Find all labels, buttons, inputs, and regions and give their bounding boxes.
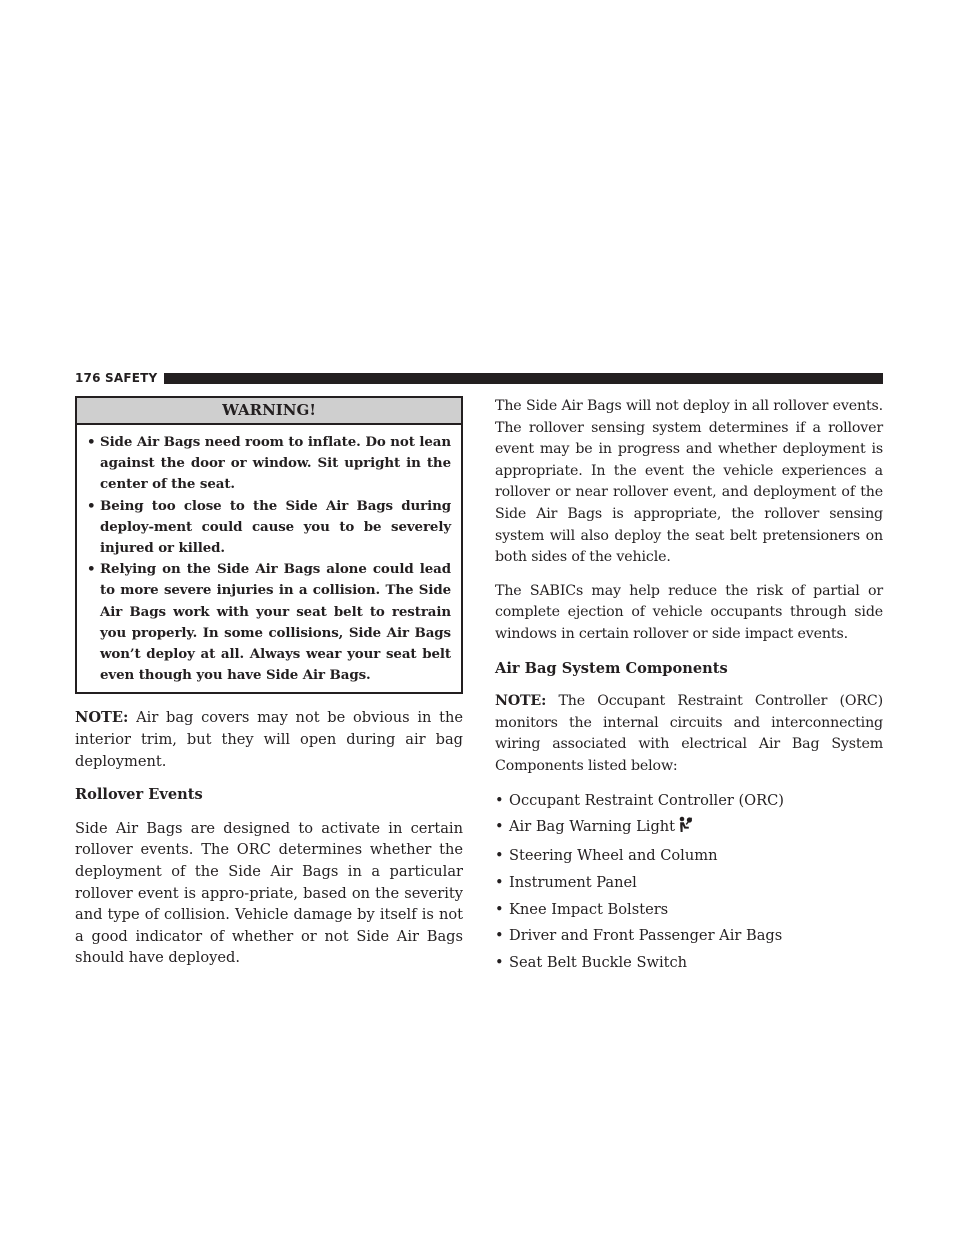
warning-item: • Being too close to the Side Air Bags during deploy-ment could cause you to be severely injured or killed.: [87, 497, 451, 557]
list-item: • Occupant Restraint Controller (ORC): [495, 791, 784, 809]
left-column: [75, 396, 463, 981]
warning-item: • Relying on the Side Air Bags alone could lead to more severe injuries in a collision. The Side Air Bags work with your seat belt to restrain you properly. In some collisions, Side Air Bags won’t deploy at all. Always wear your seat belt even though you have Side Air Bags.: [87, 561, 451, 684]
list-item: • Air Bag Warning Light: [495, 816, 883, 840]
components-note: NOTE: The Occupant Restraint Controller (ORC) monitors the internal circuits and interconnecting wiring associated with electrical Air Bag System Components listed below:: [495, 693, 883, 774]
airbag-warning-icon: [677, 816, 693, 840]
page-header: [75, 371, 883, 385]
components-list: [495, 790, 883, 974]
sabic-paragraph: The SABICs may help reduce the risk of partial or complete ejection of vehicle occupants through side windows in certain rollover or side impact events.: [495, 582, 883, 642]
rollover-paragraph: Side Air Bags are designed to activate in certain rollover events. The ORC determines whether the deployment of the Side Air Bags in a particular rollover event is appro-priate, based on the severity and type of collision. Vehicle damage by itself is not a good indicator of whether or not Side Air Bags should have deployed.: [75, 819, 463, 967]
components-heading: Air Bag System Components: [495, 659, 728, 677]
warning-title: WARNING!: [77, 398, 461, 425]
header-rule: [164, 373, 883, 384]
rollover-heading: Rollover Events: [75, 786, 203, 804]
rollover-deploy-paragraph: The Side Air Bags will not deploy in all rollover events. The rollover sensing system determines if a rollover event may be in progress and whether deployment is appropriate. In the event the vehicle experiences a rollover or near rollover event, and deployment of the Side Air Bags is appropriate, the rollover sensing system will also deploy the seat belt pretensioners on both sides of the vehicle.: [495, 398, 883, 566]
note-paragraph: NOTE: Air bag covers may not be obvious in the interior trim, but they will open during air bag deployment.: [75, 709, 464, 770]
right-column: [495, 396, 883, 979]
bullet: •: [87, 561, 96, 578]
list-item: • Seat Belt Buckle Switch: [495, 954, 688, 972]
page-number-section: 176 SAFETY: [75, 371, 158, 385]
list-item: • Steering Wheel and Column: [495, 847, 718, 865]
list-item: • Driver and Front Passenger Air Bags: [495, 927, 783, 945]
warning-list: [77, 425, 461, 692]
note-label: NOTE:: [75, 709, 129, 727]
bullet: •: [87, 434, 96, 450]
list-item: • Instrument Panel: [495, 873, 637, 891]
warning-item: • Side Air Bags need room to inflate. Do not lean against the door or window. Sit upright in the center of the seat.: [87, 434, 451, 493]
warning-box: [75, 396, 463, 694]
bullet: •: [87, 497, 96, 514]
list-item: • Knee Impact Bolsters: [495, 900, 669, 918]
note-label: NOTE:: [495, 693, 547, 710]
